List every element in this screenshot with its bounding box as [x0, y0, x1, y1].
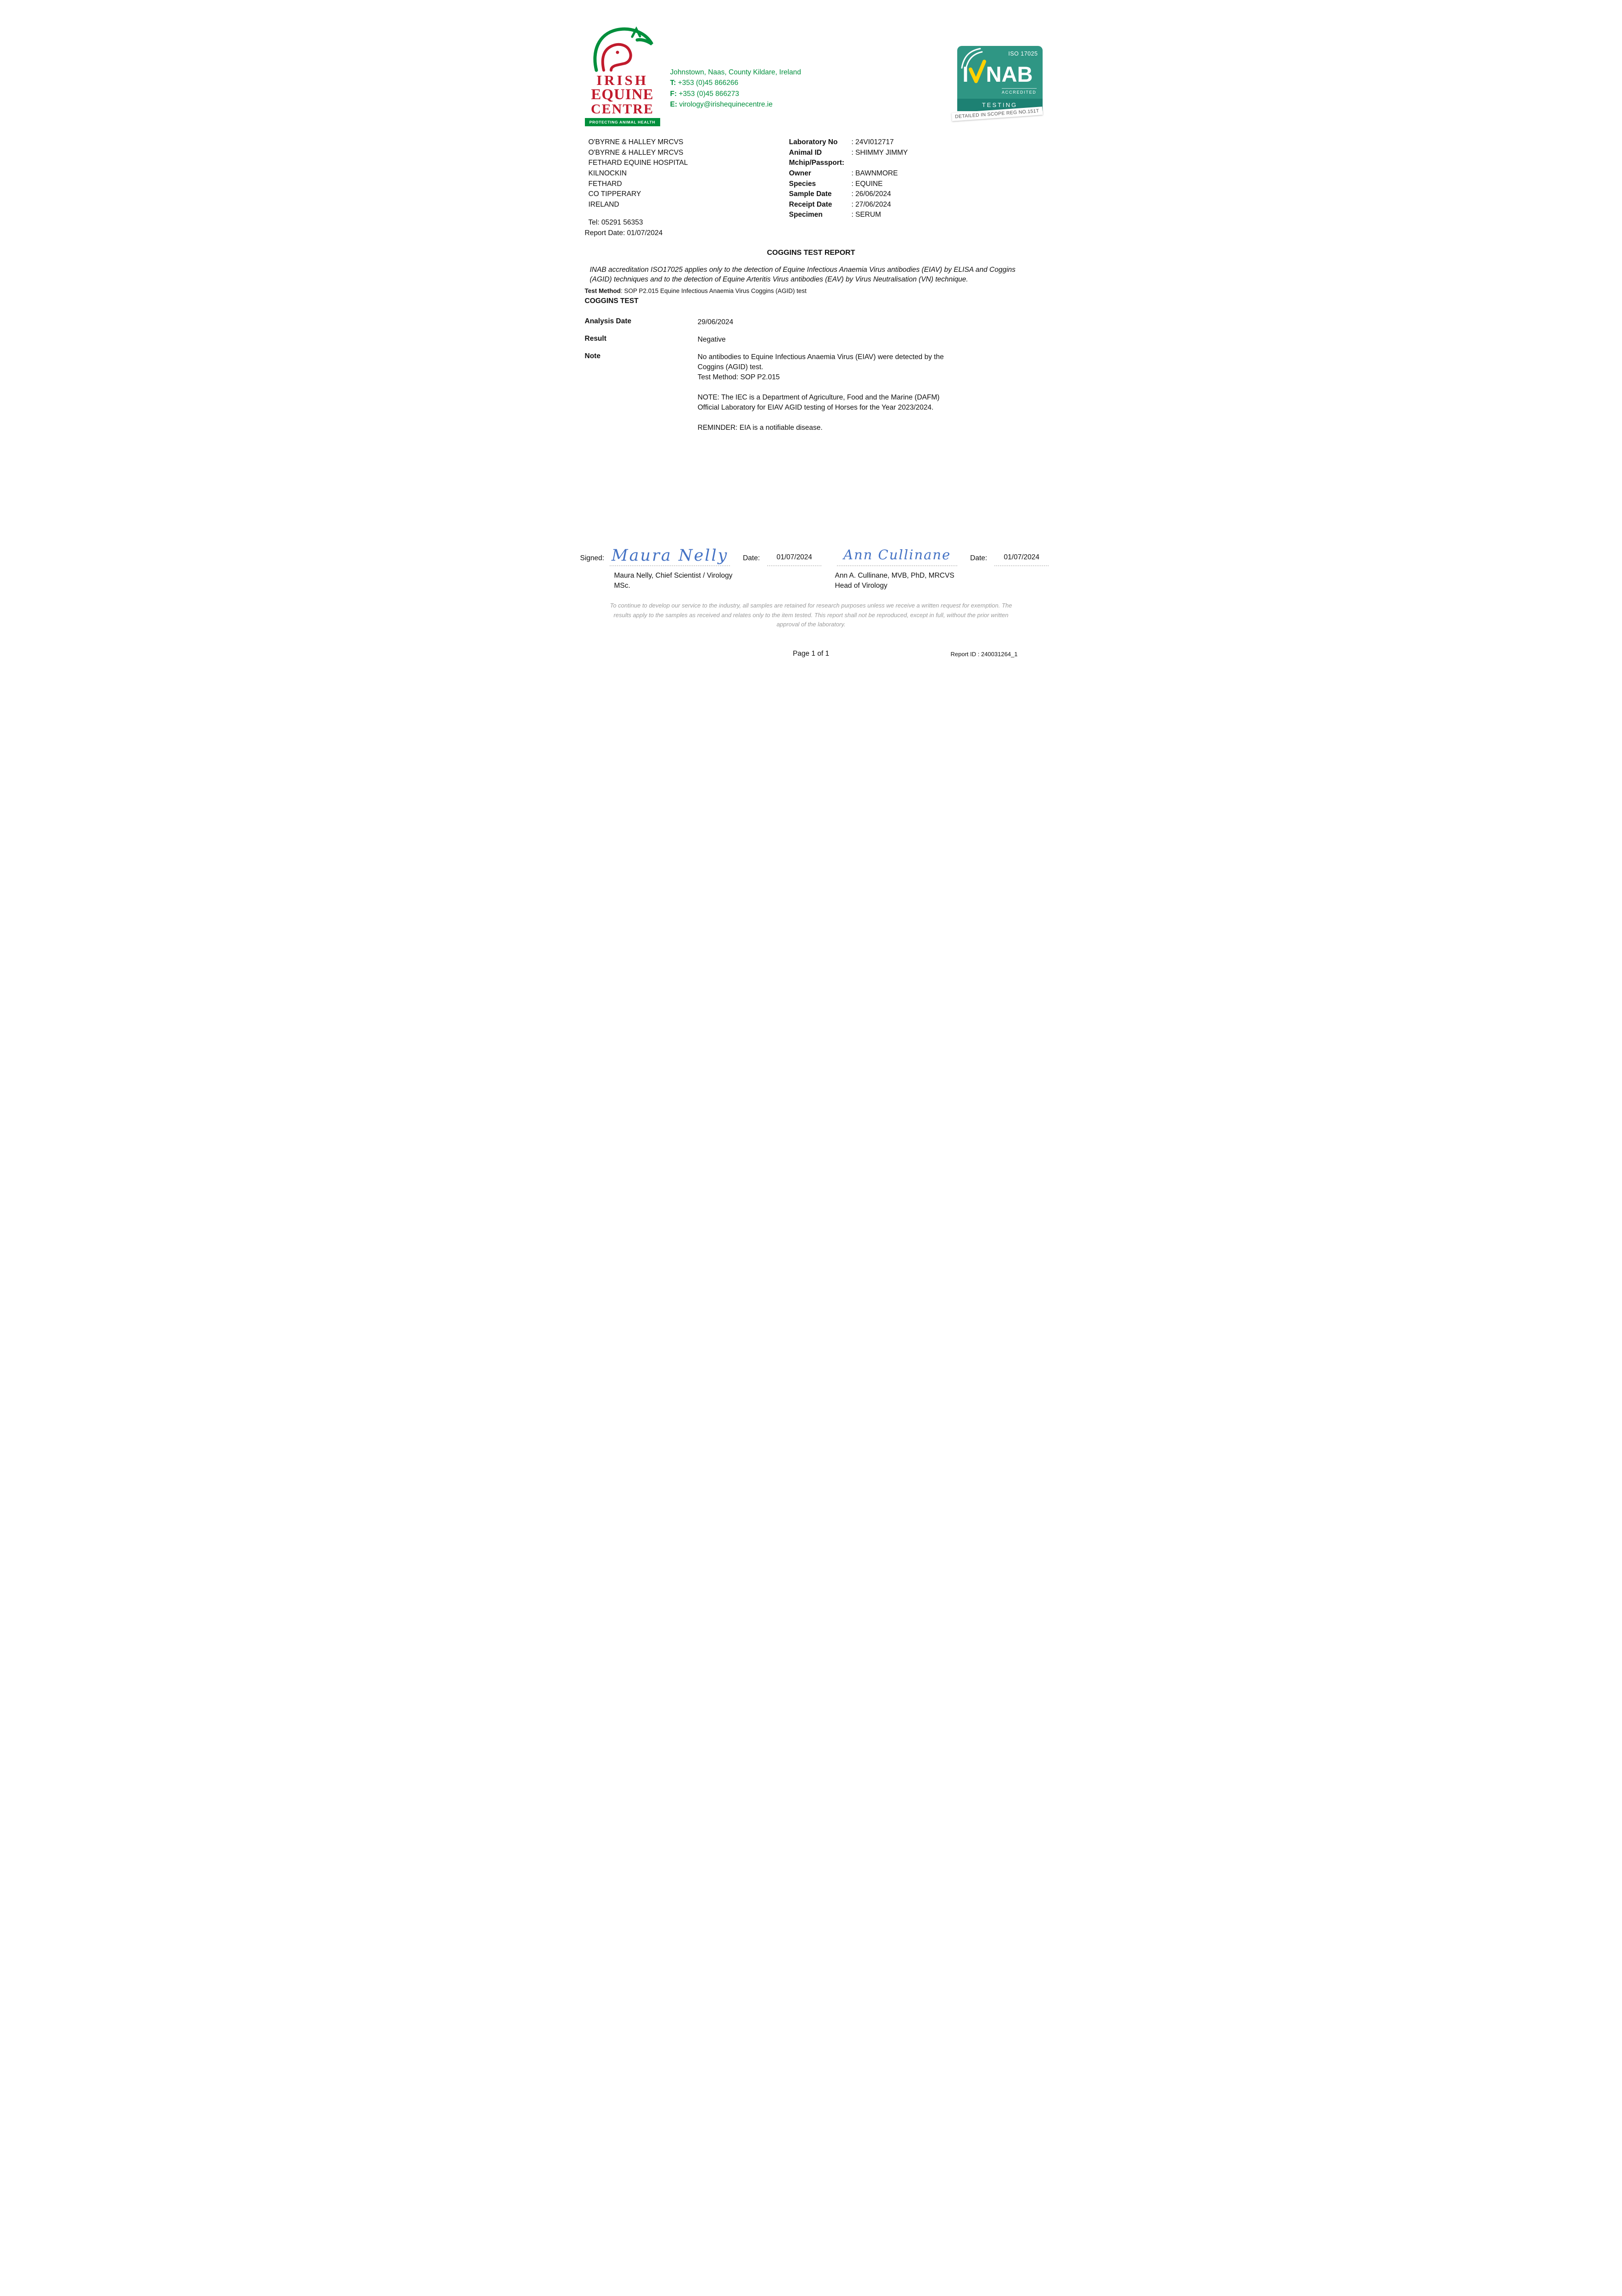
signatory-1-line-2: MSc.: [614, 582, 630, 590]
detail-label: Species: [789, 180, 816, 188]
results-block: [585, 317, 1038, 433]
signature-script-2: Ann Cullinane: [843, 547, 951, 563]
detail-value: : SERUM: [851, 211, 881, 219]
recipient-line: O'BYRNE & HALLEY MRCVS: [588, 138, 684, 146]
recipient-line: O'BYRNE & HALLEY MRCVS: [588, 148, 684, 157]
signed-label: Signed:: [580, 554, 605, 563]
detail-label: Animal ID: [789, 148, 822, 157]
detail-row-species: [789, 179, 1005, 190]
section-heading: COGGINS TEST: [584, 297, 639, 305]
note-label: Note: [584, 352, 601, 360]
logo-title-centre: CENTRE: [590, 101, 654, 117]
recipient-line: FETHARD EQUINE HOSPITAL: [588, 159, 688, 167]
contact-block: [670, 67, 801, 110]
page-number: Page 1 of 1: [792, 650, 830, 658]
accreditation-note: INAB accreditation ISO17025 applies only to the detection of Equine Infectious Anaemia Virus antibodies (EIAV) by ELISA and Coggins (AGID) techniques and to the detection of Equine Arteritis Virus antibodies (EAV) by Virus Neutralisation (VN) technique.: [589, 265, 1016, 284]
phone-value: +353 (0)45 866266: [678, 79, 739, 87]
recipient-line: CO TIPPERARY: [588, 190, 641, 198]
signature-line-2: [837, 548, 957, 566]
date-label-1: Date:: [743, 554, 760, 563]
phone-label: T:: [670, 79, 676, 87]
result-value: Negative: [697, 336, 726, 344]
disclaimer-text: To continue to develop our service to the industry, all samples are retained for research purposes unless we receive a written request for exemption. The results apply to the samples as received and relates only to the item tested. This report shall not be reproduced, except in full, without the prior written approval of the laboratory.: [610, 602, 1012, 628]
recipient-line: KILNOCKIN: [588, 169, 627, 177]
contact-email-row: [670, 99, 801, 110]
logo-tagline: PROTECTING ANIMAL HEALTH: [585, 118, 660, 126]
inab-letter-i: I: [962, 62, 969, 86]
contact-address: Johnstown, Naas, County Kildare, Ireland: [670, 68, 801, 76]
report-id: Report ID : 240031264_1: [950, 651, 1018, 658]
detail-row-sample-date: [789, 189, 1005, 200]
detail-value: : 24VI012717: [851, 138, 894, 146]
signature-row: [580, 548, 1045, 566]
inab-scope-ribbon: DETAILED IN SCOPE REG NO.151T: [951, 107, 1042, 121]
detail-row-owner: [789, 169, 1005, 179]
analysis-date-label: Analysis Date: [584, 317, 632, 326]
contact-fax-row: [670, 89, 801, 99]
signatory-names-row: [580, 571, 1045, 591]
detail-row-receipt-date: [789, 200, 1005, 210]
note-content: [698, 352, 962, 433]
detail-label: Receipt Date: [789, 200, 832, 208]
signatory-name-1: [614, 571, 812, 591]
horse-logo-icon: [588, 27, 657, 73]
report-page: [559, 0, 1064, 715]
note-row: [585, 352, 1038, 433]
inab-accredited-label: ACCREDITED: [1002, 88, 1037, 95]
inab-testing-label: TESTING: [957, 99, 1043, 111]
inab-check-icon: [969, 60, 986, 83]
page-title: COGGINS TEST REPORT: [767, 248, 855, 257]
signature-area: [559, 548, 1064, 591]
info-section: [559, 126, 1064, 239]
recipient-address-block: [585, 137, 789, 239]
note-paragraph: No antibodies to Equine Infectious Anaemia Virus (EIAV) were detected by the Coggins (AGID) test.: [697, 353, 944, 371]
sample-details: [789, 137, 1005, 239]
result-row: [585, 335, 1038, 345]
contact-phone-row: [670, 78, 801, 88]
fax-value: +353 (0)45 866273: [679, 90, 739, 98]
date-group-2: [970, 553, 1049, 566]
date-value-2: 01/07/2024: [994, 553, 1049, 566]
email-value: virology@irishequinecentre.ie: [679, 100, 773, 108]
detail-label: Mchip/Passport:: [789, 159, 845, 167]
detail-label: Sample Date: [789, 190, 832, 198]
signature-line-1: [610, 548, 730, 566]
detail-value: : 27/06/2024: [851, 200, 891, 208]
detail-label: Laboratory No: [789, 138, 838, 146]
signatory-name-2: [835, 571, 1033, 591]
signatory-1-line-1: Maura Nelly, Chief Scientist / Virology: [614, 572, 733, 580]
report-date: Report Date: 01/07/2024: [584, 229, 663, 237]
note-paragraph: REMINDER: EIA is a notifiable disease.: [697, 424, 823, 432]
date-group-1: [743, 553, 821, 566]
detail-value: : SHIMMY JIMMY: [851, 148, 908, 157]
detail-row-animal-id: [789, 148, 1005, 158]
recipient-line: IRELAND: [588, 200, 619, 208]
inab-iso-label: ISO 17025: [1008, 51, 1038, 57]
detail-row-laboratory-no: [789, 137, 1005, 148]
iec-logo: [585, 27, 660, 126]
recipient-line: FETHARD: [588, 180, 622, 188]
email-label: E:: [670, 100, 677, 108]
result-label: Result: [584, 335, 606, 343]
detail-label: Owner: [789, 169, 811, 177]
header: [559, 0, 1064, 126]
inab-accreditation-badge: [954, 46, 1043, 120]
inab-accreditation: [954, 46, 1045, 120]
signatory-2-line-1: Ann A. Cullinane, MVB, PhD, MRCVS: [835, 572, 954, 580]
date-label-2: Date:: [970, 554, 988, 563]
detail-value: : BAWNMORE: [851, 169, 898, 177]
test-method-label: Test Method: [584, 287, 621, 295]
fax-label: F:: [670, 90, 677, 98]
recipient-tel: Tel: 05291 56353: [588, 219, 643, 227]
page-footer-row: [559, 650, 1064, 658]
detail-value: : EQUINE: [851, 180, 883, 188]
analysis-date-row: [585, 317, 1038, 327]
note-paragraph: Test Method: SOP P2.015: [697, 373, 780, 382]
detail-row-specimen: [789, 210, 1005, 220]
footer: [559, 601, 1064, 658]
detail-row-mchip-passport: [789, 158, 1005, 169]
date-value-1: 01/07/2024: [767, 553, 821, 566]
test-method-line: [585, 287, 1038, 294]
analysis-date-value: 29/06/2024: [697, 318, 734, 326]
logo-title-equine: EQUINE: [591, 86, 654, 103]
inab-org-name: [963, 62, 1033, 85]
note-paragraph: NOTE: The IEC is a Department of Agriculture, Food and the Marine (DAFM) Official Laboratory for EIAV AGID testing of Horses for the Year 2023/2024.: [697, 394, 940, 412]
signatory-2-line-2: Head of Virology: [835, 582, 887, 590]
detail-value: : 26/06/2024: [851, 190, 891, 198]
detail-label: Specimen: [789, 211, 823, 219]
inab-letters-nab: NAB: [986, 62, 1033, 86]
logo-title-irish: IRISH: [596, 72, 648, 88]
signature-script-1: Maura Nelly: [611, 546, 729, 565]
test-method-value: : SOP P2.015 Equine Infectious Anaemia Virus Coggins (AGID) test: [621, 287, 807, 295]
